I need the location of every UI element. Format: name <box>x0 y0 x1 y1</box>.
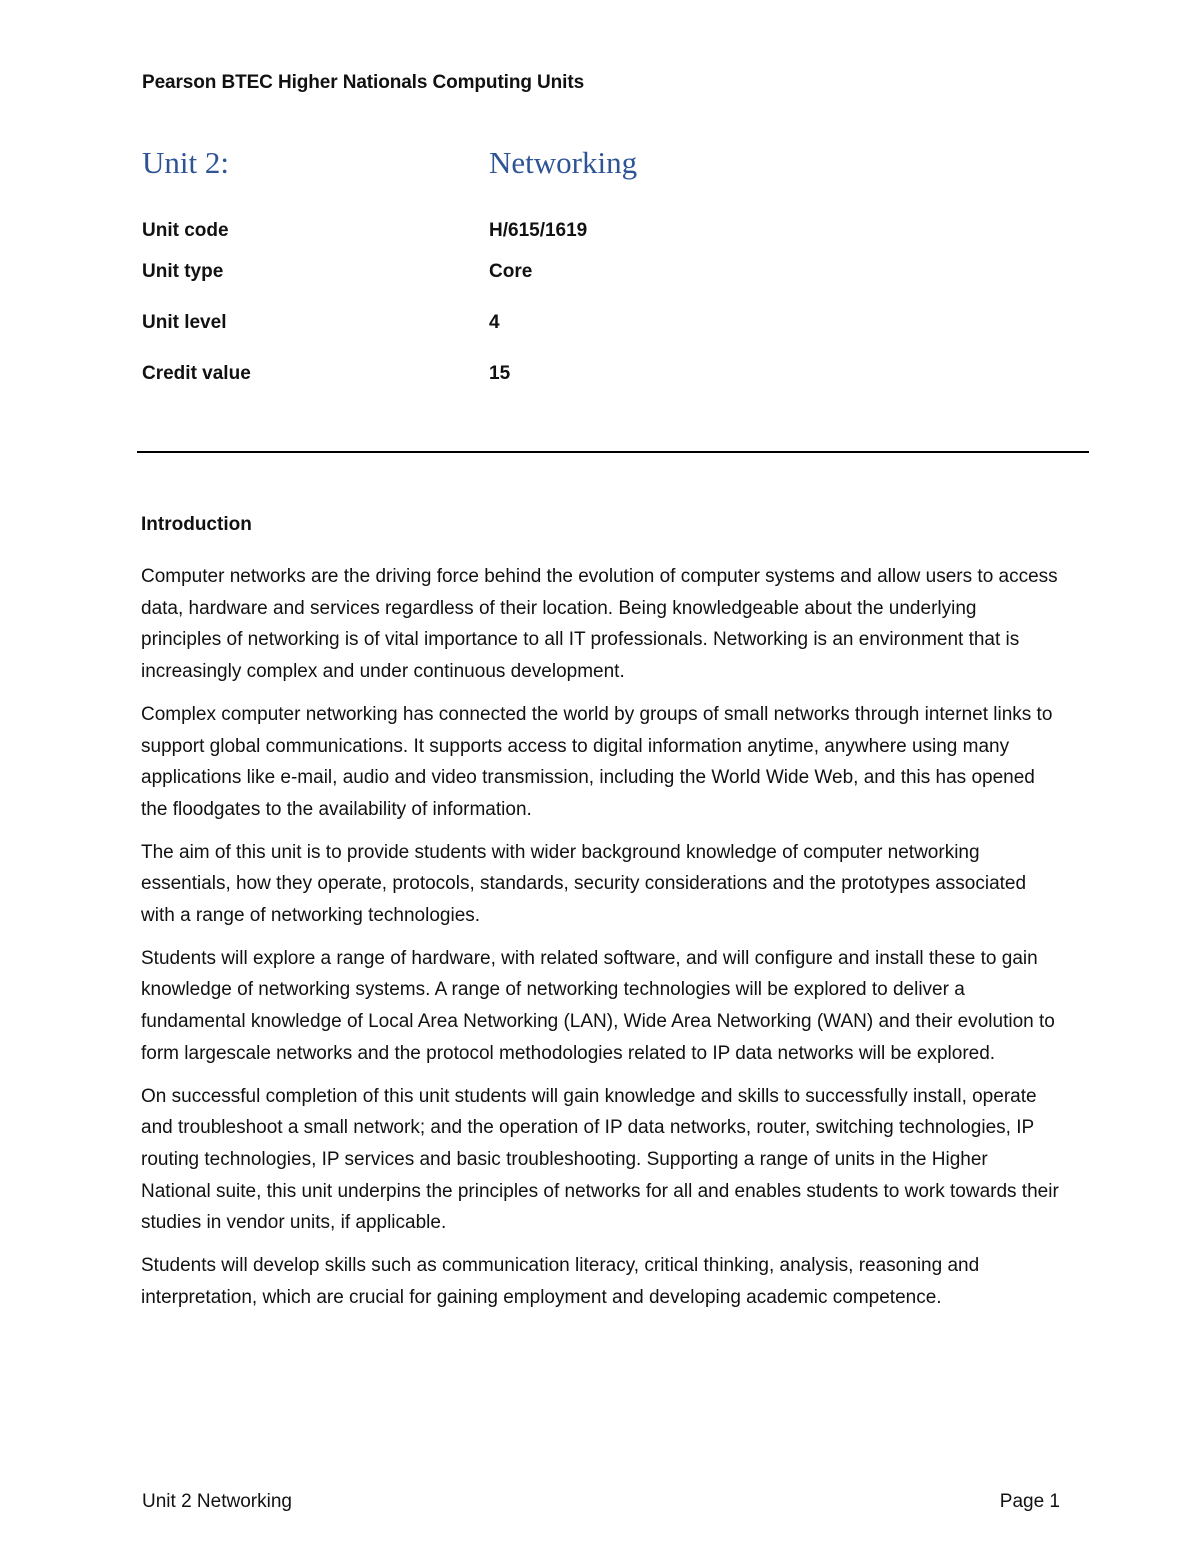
meta-value: Core <box>489 261 533 282</box>
intro-paragraph: Computer networks are the driving force behind the evolution of computer systems and allow users to access data, hardware and services regardless of their location. Being knowledgeable about the underlying principles of networking is of vital importance to all IT professionals. Networking is an environment that is increasingly complex and under continuous development. <box>141 566 1058 683</box>
page-header-title: Pearson BTEC Higher Nationals Computing Units <box>142 72 585 93</box>
meta-value: H/615/1619 <box>489 220 588 241</box>
meta-row-unit-type <box>142 261 842 287</box>
meta-row-unit-code <box>142 220 842 246</box>
section-divider <box>137 451 1089 453</box>
introduction-body <box>141 561 1061 1324</box>
meta-label: Credit value <box>142 363 251 384</box>
unit-meta-table <box>142 220 842 384</box>
meta-label: Unit level <box>142 312 227 333</box>
unit-name: Networking <box>489 145 638 180</box>
meta-row-credit-value <box>142 363 842 389</box>
meta-value: 15 <box>489 363 511 384</box>
footer-page-number: Page 1 <box>999 1491 1060 1512</box>
intro-paragraph: Students will explore a range of hardware, with related software, and will configure and install these to gain knowledge of networking systems. A range of networking technologies will be explored to deliver a fundamental knowledge of Local Area Networking (LAN), Wide Area Networking (WAN) and their evolution to form largescale networks and the protocol methodologies related to IP data networks will be explored. <box>141 947 1055 1064</box>
intro-paragraph: The aim of this unit is to provide students with wider background knowledge of computer networking essentials, how they operate, protocols, standards, security considerations and the prototypes associated with a range of networking technologies. <box>141 841 1027 927</box>
intro-paragraph: On successful completion of this unit students will gain knowledge and skills to successfully install, operate and troubleshoot a small network; and the operation of IP data networks, router, switching technologies, IP routing technologies, IP services and basic troubleshooting. Supporting a range of units in the Higher National suite, this unit underpins the principles of networks for all and enables students to work towards their studies in vendor units, if applicable. <box>141 1085 1059 1234</box>
footer-unit-label: Unit 2 Networking <box>142 1491 292 1512</box>
unit-title <box>142 145 1042 189</box>
meta-value: 4 <box>489 312 500 333</box>
intro-paragraph: Complex computer networking has connected the world by groups of small networks through internet links to support global communications. It supports access to digital information anytime, anywhere using many applications like e-mail, audio and video transmission, including the World Wide Web, and this has opened the floodgates to the availability of information. <box>141 703 1053 820</box>
intro-paragraph: Students will develop skills such as communication literacy, critical thinking, analysis, reasoning and interpretation, which are crucial for gaining employment and developing academic competence. <box>141 1255 980 1308</box>
meta-label: Unit code <box>142 220 229 241</box>
unit-number-label: Unit 2: <box>142 145 229 180</box>
meta-row-unit-level <box>142 312 842 338</box>
meta-label: Unit type <box>142 261 224 282</box>
introduction-heading: Introduction <box>141 514 252 535</box>
